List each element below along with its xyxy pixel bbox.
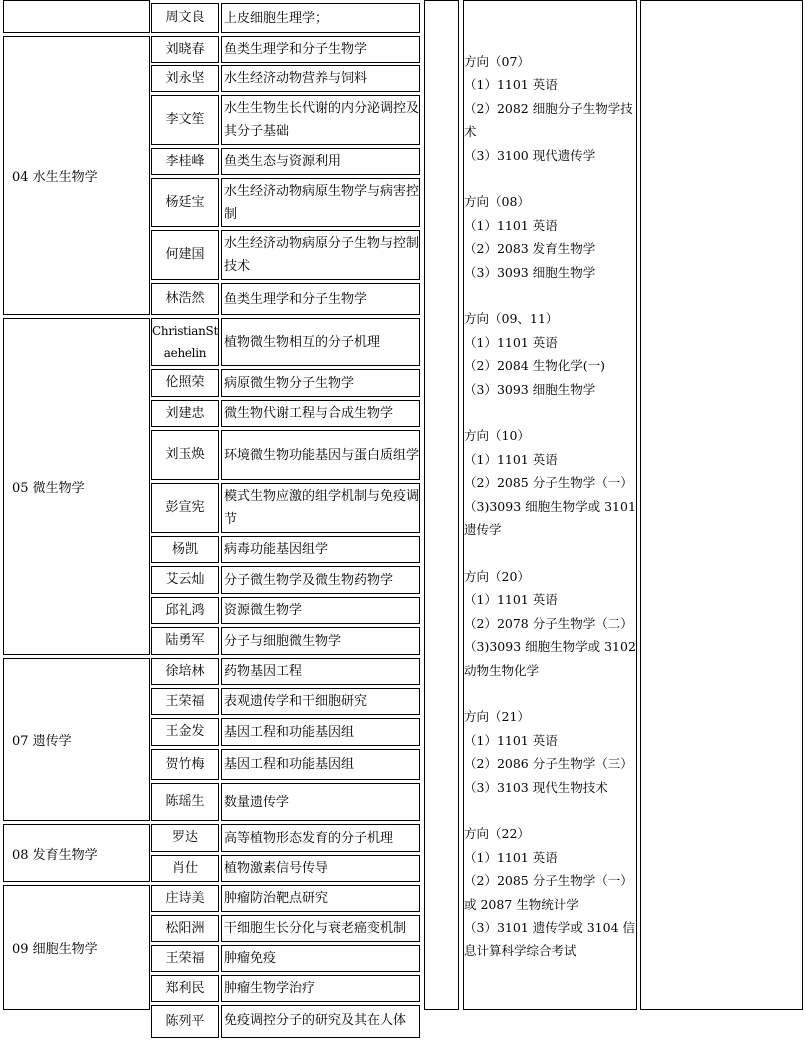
supervisor-name: 陈瑶生 [151, 783, 219, 821]
research-topic: 植物激素信号传导 [221, 855, 420, 882]
exam-directions [464, 50, 636, 963]
field-cell [3, 885, 150, 1010]
direction-block [464, 424, 636, 541]
supervisor-name: 刘永坚 [151, 65, 219, 92]
research-topic: 药物基因工程 [221, 658, 420, 685]
direction-item: （3)3093 细胞生物学或 3102 动物生物化学 [464, 639, 636, 678]
blank-right-column [640, 0, 803, 1010]
direction-item: （1）1101 英语 [464, 451, 558, 467]
supervisor-name: 刘玉焕 [151, 430, 219, 480]
direction-block [464, 190, 636, 284]
field-cell-blank [3, 0, 150, 33]
direction-item: （3）3103 现代生物技术 [464, 779, 608, 795]
direction-block [464, 705, 636, 799]
direction-item: （2）2085 分子生物学（一）或 2087 生物统计学 [464, 873, 633, 912]
supervisor-name: 伦照荣 [151, 369, 219, 397]
research-topic: 环境微生物功能基因与蛋白质组学 [221, 430, 420, 480]
research-topic: 分子与细胞微生物学 [221, 627, 420, 655]
field-label: 07 遗传学 [12, 734, 72, 749]
research-topic: 上皮细胞生理学； [221, 3, 420, 33]
supervisor-name: 杨凯 [151, 536, 219, 563]
direction-item: （2）2082 细胞分子生物学技术 [464, 100, 633, 140]
research-topic: 水生经济动物病原分子生物与控制技术 [221, 230, 420, 280]
field-label: 09 细胞生物学 [12, 942, 98, 957]
research-topic: 基因工程和功能基因组 [221, 749, 420, 780]
direction-item: （3)3093 细胞生物学或 3101 遗传学 [464, 498, 636, 538]
supervisor-name: 松阳洲 [151, 915, 219, 942]
supervisor-name: 庄诗美 [151, 885, 219, 912]
direction-heading: 方向（22） [464, 826, 530, 842]
research-topic: 鱼类生理学和分子生物学 [221, 283, 420, 315]
supervisor-name: 刘建忠 [151, 400, 219, 427]
research-topic: 基因工程和功能基因组 [221, 718, 420, 746]
direction-item: （3）3100 现代遗传学 [464, 147, 596, 163]
direction-block [464, 307, 636, 401]
direction-item: （2）2078 分子生物学（二） [464, 615, 633, 631]
supervisor-name: ChristianStaehelin [151, 318, 219, 366]
field-label: 05 微生物学 [12, 481, 85, 496]
supervisor-name: 郑利民 [151, 975, 219, 1002]
research-topic: 高等植物形态发育的分子机理 [221, 824, 420, 852]
research-topic: 干细胞生长分化与衰老癌变机制 [221, 915, 420, 942]
supervisor-name: 肖仕 [151, 855, 219, 882]
direction-item: （3）3093 细胞生物学 [464, 264, 596, 280]
supervisor-name: 李桂峰 [151, 148, 219, 175]
direction-item: （2）2085 分子生物学（一） [464, 475, 633, 491]
research-topic: 资源微生物学 [221, 597, 420, 624]
supervisor-name: 陆勇军 [151, 627, 219, 655]
direction-item: （1）1101 英语 [464, 77, 558, 93]
supervisor-name: 李文笙 [151, 95, 219, 145]
direction-item: （1）1101 英语 [464, 334, 558, 350]
direction-heading: 方向（21） [464, 709, 530, 725]
research-topic: 免疫调控分子的研究及其在人体 [221, 1005, 420, 1038]
research-topic: 病原微生物分子生物学 [221, 369, 420, 397]
direction-item: （1）1101 英语 [464, 849, 558, 865]
field-label: 08 发育生物学 [12, 847, 98, 863]
supervisor-name: 贺竹梅 [151, 749, 219, 780]
supervisor-name: 何建国 [151, 230, 219, 280]
research-topic: 肿瘤免疫 [221, 945, 420, 972]
direction-item: （3）3093 细胞生物学 [464, 381, 596, 397]
field-cell [3, 658, 150, 821]
direction-item: （1）1101 英语 [464, 217, 558, 233]
direction-item: （1）1101 英语 [464, 732, 558, 748]
supervisor-name: 陈列平 [151, 1005, 219, 1038]
research-topic: 肿瘤防治靶点研究 [221, 885, 420, 912]
direction-item: （2）2083 发育生物学 [464, 241, 596, 257]
supervisor-name: 艾云灿 [151, 566, 219, 594]
supervisor-name: 王荣福 [151, 688, 219, 715]
supervisor-name: 王金发 [151, 718, 219, 746]
research-topic: 水生经济动物营养与饲料 [221, 65, 420, 92]
research-topic: 植物微生物相互的分子机理 [221, 318, 420, 366]
supervisor-name: 周文良 [151, 3, 219, 33]
research-topic: 水生生物生长代谢的内分泌调控及其分子基础 [221, 95, 420, 145]
field-label: 04 水生生物学 [12, 170, 98, 185]
supervisor-name: 王荣福 [151, 945, 219, 972]
direction-block [464, 50, 636, 167]
direction-block [464, 822, 636, 962]
field-cell [3, 36, 150, 315]
research-topic: 水生经济动物病原生物学与病害控制 [221, 178, 420, 227]
research-topic: 数量遗传学 [221, 783, 420, 821]
research-topic: 微生物代谢工程与合成生物学 [221, 400, 420, 427]
field-cell [3, 824, 150, 882]
research-topic: 分子微生物学及微生物药物学 [221, 566, 420, 594]
direction-heading: 方向（07） [464, 54, 530, 69]
research-topic: 模式生物应激的组学机制与免疫调节 [221, 483, 420, 533]
supervisor-name: 彭宣宪 [151, 483, 219, 533]
supervisor-name: 刘晓春 [151, 36, 219, 63]
direction-heading: 方向（08） [464, 194, 530, 210]
research-topic: 鱼类生理学和分子生物学 [221, 36, 420, 63]
direction-item: （1）1101 英语 [464, 592, 558, 608]
supervisor-name: 罗达 [151, 824, 219, 852]
supervisor-name: 徐培林 [151, 658, 219, 685]
supervisor-name: 林浩然 [151, 283, 219, 315]
direction-heading: 方向（09、11） [464, 311, 559, 327]
direction-heading: 方向（20） [464, 568, 530, 584]
research-topic: 鱼类生态与资源利用 [221, 148, 420, 175]
direction-item: （2）2086 分子生物学（三） [464, 756, 633, 772]
supervisor-name: 杨廷宝 [151, 178, 219, 227]
supervisor-name: 邱礼鸿 [151, 597, 219, 624]
direction-block [464, 565, 636, 682]
spacer-column [424, 0, 459, 1010]
direction-item: （2）2084 生物化学(一) [464, 358, 605, 374]
research-topic: 肿瘤生物学治疗 [221, 975, 420, 1002]
research-topic: 表观遗传学和干细胞研究 [221, 688, 420, 715]
direction-item: （3）3101 遗传学或 3104 信息计算科学综合考试 [464, 919, 635, 959]
field-cell [3, 318, 150, 655]
direction-heading: 方向（10） [464, 428, 530, 444]
research-topic: 病毒功能基因组学 [221, 536, 420, 563]
